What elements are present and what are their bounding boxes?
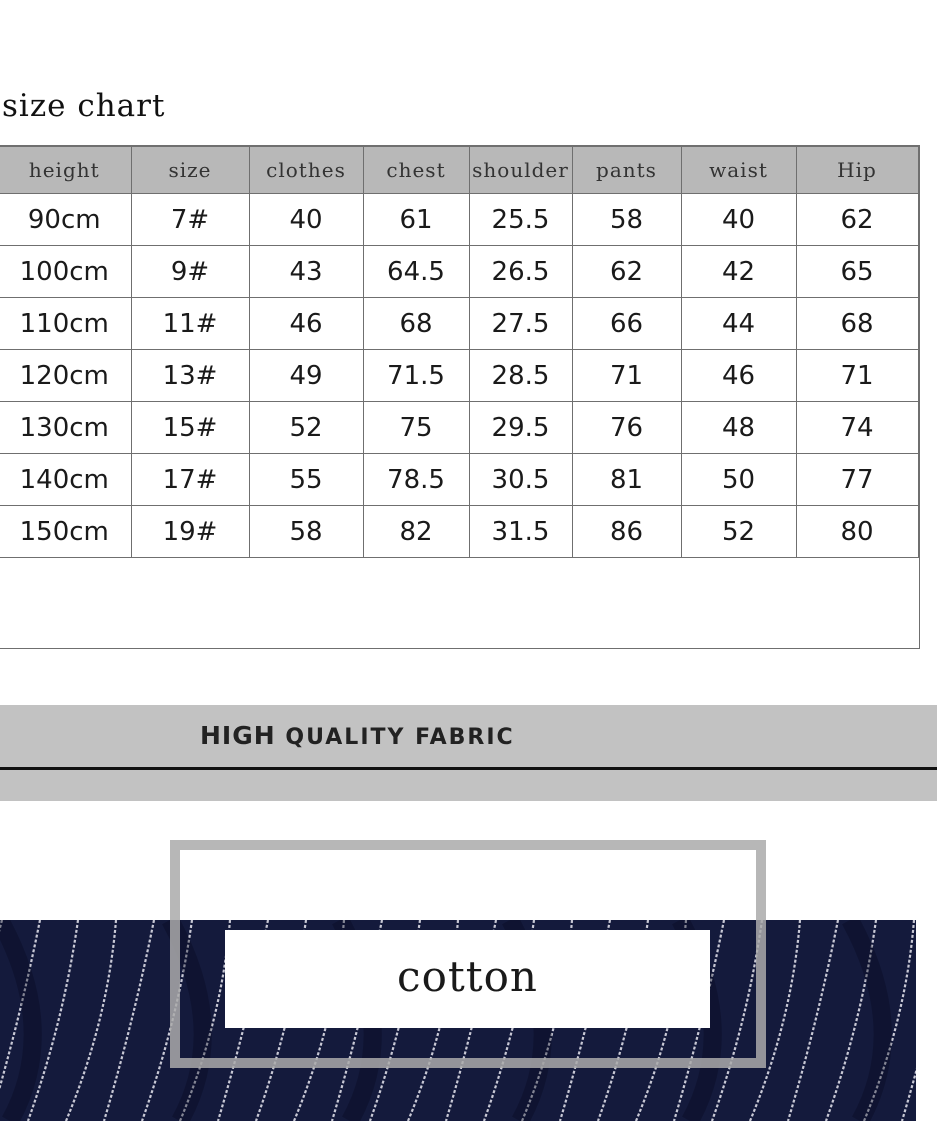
- table-cell: 28.5: [469, 350, 572, 402]
- banner-divider: [0, 767, 937, 770]
- table-cell: 17#: [131, 454, 249, 506]
- fabric-banner: [0, 705, 937, 801]
- table-cell: 64.5: [363, 246, 469, 298]
- table-cell: 90cm: [0, 194, 131, 246]
- table-cell: 77: [796, 454, 918, 506]
- table-row: [0, 402, 918, 454]
- table-cell: 150cm: [0, 506, 131, 558]
- table-cell: 71: [572, 350, 681, 402]
- table-cell: 140cm: [0, 454, 131, 506]
- banner-word-high: HIGH: [200, 721, 276, 750]
- header-row: [0, 147, 918, 194]
- table-cell: 58: [572, 194, 681, 246]
- table-row: [0, 194, 918, 246]
- column-header-waist: waist: [681, 147, 796, 194]
- table-cell: 25.5: [469, 194, 572, 246]
- column-header-pants: pants: [572, 147, 681, 194]
- table-cell: 120cm: [0, 350, 131, 402]
- table-cell: 19#: [131, 506, 249, 558]
- column-header-height: height: [0, 147, 131, 194]
- table-cell: 81: [572, 454, 681, 506]
- table-cell: 30.5: [469, 454, 572, 506]
- table-cell: 80: [796, 506, 918, 558]
- banner-heading: [200, 721, 515, 750]
- table-row: [0, 350, 918, 402]
- table-cell: 130cm: [0, 402, 131, 454]
- table-cell: 66: [572, 298, 681, 350]
- table-cell: 110cm: [0, 298, 131, 350]
- fabric-label-box: [225, 930, 710, 1028]
- table-cell: 74: [796, 402, 918, 454]
- table-cell: 55: [249, 454, 363, 506]
- table-cell: 68: [363, 298, 469, 350]
- table-cell: 50: [681, 454, 796, 506]
- table-cell: 31.5: [469, 506, 572, 558]
- column-header-shoulder: shoulder: [469, 147, 572, 194]
- table-cell: 65: [796, 246, 918, 298]
- table-cell: 61: [363, 194, 469, 246]
- table-body: [0, 194, 918, 558]
- table-cell: 78.5: [363, 454, 469, 506]
- table-header: [0, 147, 918, 194]
- table-cell: 13#: [131, 350, 249, 402]
- table-cell: 40: [249, 194, 363, 246]
- table-cell: 76: [572, 402, 681, 454]
- table-cell: 40: [681, 194, 796, 246]
- table-cell: 75: [363, 402, 469, 454]
- table-cell: 62: [796, 194, 918, 246]
- table-cell: 68: [796, 298, 918, 350]
- table-cell: 9#: [131, 246, 249, 298]
- table-cell: 62: [572, 246, 681, 298]
- table-cell: 29.5: [469, 402, 572, 454]
- table-cell: 48: [681, 402, 796, 454]
- size-chart-table: [0, 146, 919, 558]
- table-cell: 71: [796, 350, 918, 402]
- table-cell: 11#: [131, 298, 249, 350]
- table-cell: 100cm: [0, 246, 131, 298]
- table-cell: 71.5: [363, 350, 469, 402]
- column-header-size: size: [131, 147, 249, 194]
- column-header-chest: chest: [363, 147, 469, 194]
- page-title: size chart: [2, 88, 166, 124]
- table-cell: 26.5: [469, 246, 572, 298]
- table-cell: 46: [249, 298, 363, 350]
- table-cell: 86: [572, 506, 681, 558]
- table-cell: 52: [681, 506, 796, 558]
- table-row: [0, 506, 918, 558]
- size-chart-table-container: [0, 145, 920, 649]
- table-cell: 49: [249, 350, 363, 402]
- banner-word-quality-fabric: QUALITY FABRIC: [285, 725, 515, 750]
- column-header-hip: Hip: [796, 147, 918, 194]
- table-cell: 43: [249, 246, 363, 298]
- table-cell: 82: [363, 506, 469, 558]
- table-cell: 7#: [131, 194, 249, 246]
- table-cell: 46: [681, 350, 796, 402]
- table-row: [0, 454, 918, 506]
- table-cell: 58: [249, 506, 363, 558]
- column-header-clothes: clothes: [249, 147, 363, 194]
- table-row: [0, 246, 918, 298]
- table-cell: 27.5: [469, 298, 572, 350]
- table-cell: 15#: [131, 402, 249, 454]
- table-cell: 52: [249, 402, 363, 454]
- table-row: [0, 298, 918, 350]
- fabric-label: cotton: [397, 952, 538, 1001]
- table-cell: 42: [681, 246, 796, 298]
- table-cell: 44: [681, 298, 796, 350]
